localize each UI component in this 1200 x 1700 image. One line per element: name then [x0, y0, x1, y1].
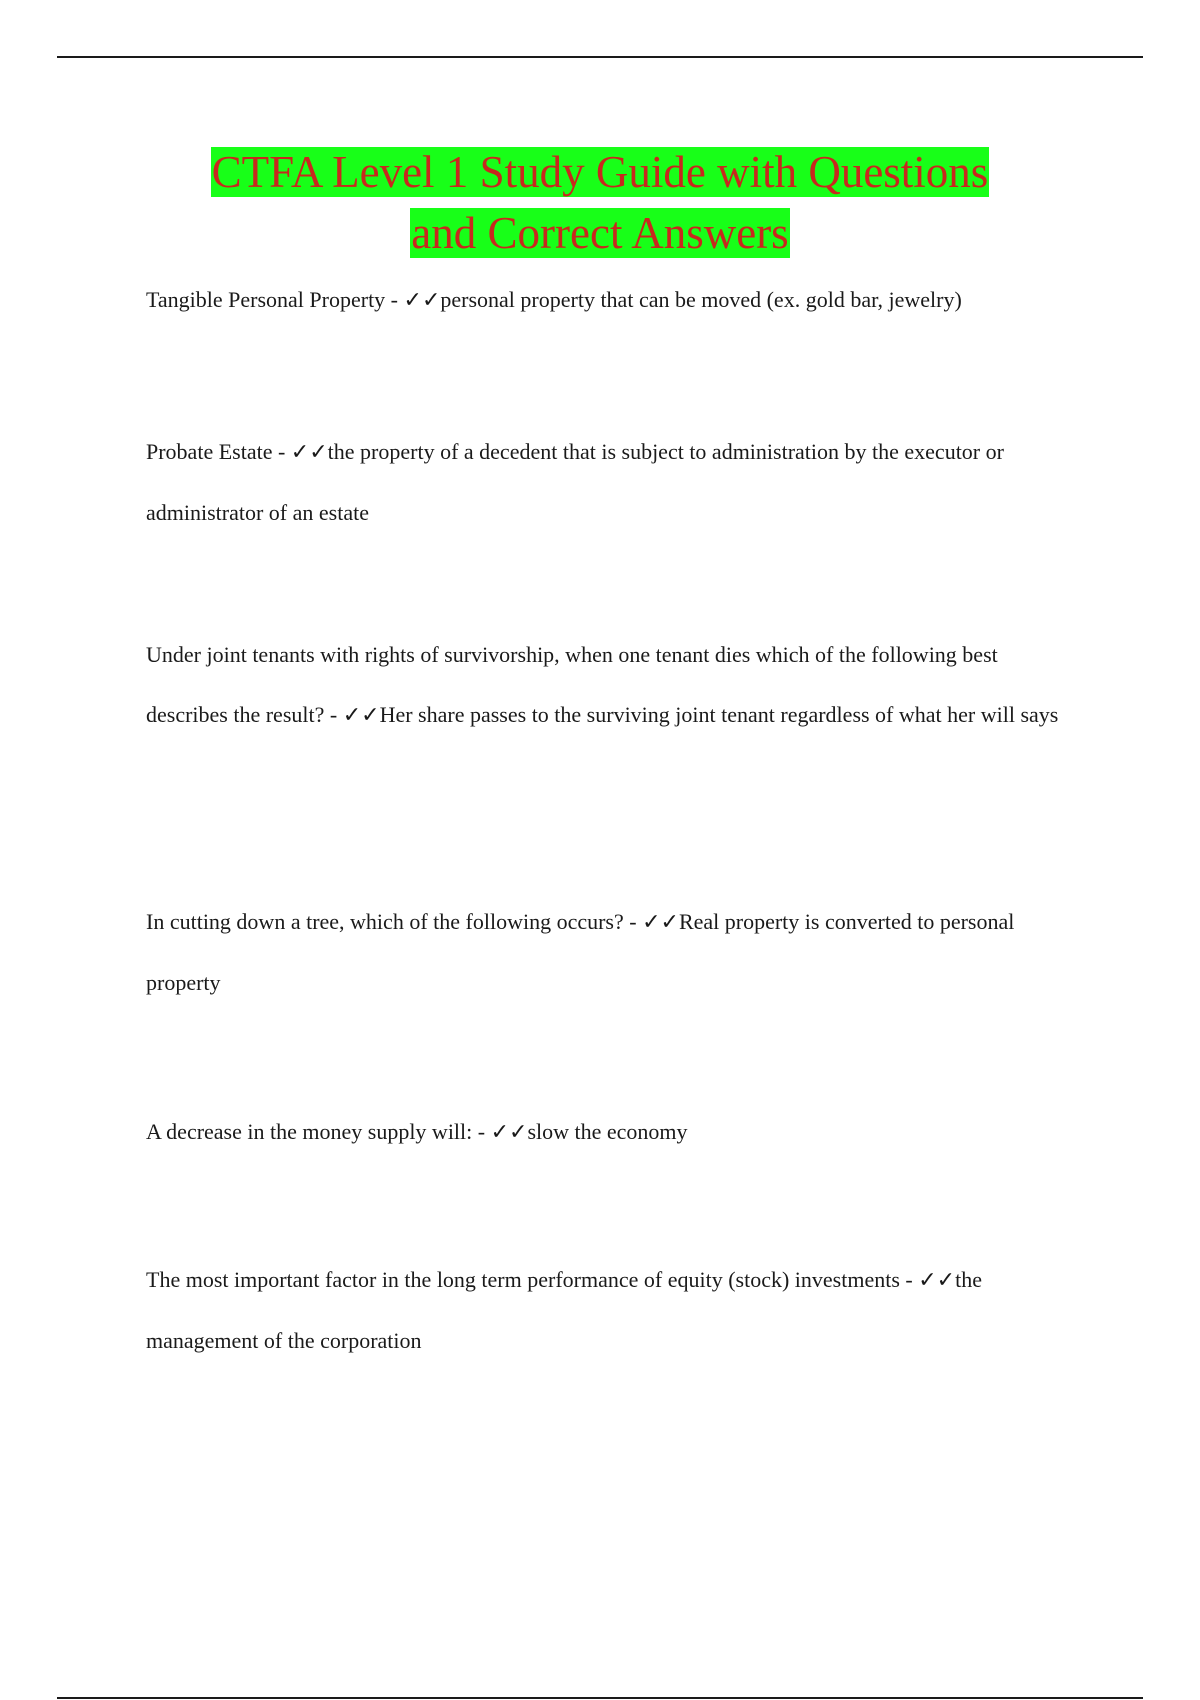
- bottom-rule: [57, 1697, 1143, 1699]
- question-text: Tangible Personal Property -: [146, 287, 399, 312]
- title-line-2: and Correct Answers: [411, 208, 789, 258]
- qa-item-5: [146, 1102, 1076, 1163]
- answer-text: Real property is converted to personal property: [146, 909, 1015, 995]
- question-text: Under joint tenants with rights of survivorship, when one tenant dies which of the following best describes the result? -: [146, 642, 998, 727]
- double-check-icon: ✓✓: [290, 440, 328, 465]
- question-text: Probate Estate -: [146, 439, 286, 464]
- answer-text: personal property that can be moved (ex. gold bar, jewelry): [440, 287, 962, 312]
- double-check-icon: ✓✓: [403, 288, 441, 313]
- document-title: [57, 142, 1143, 264]
- question-text: In cutting down a tree, which of the following occurs? -: [146, 909, 637, 934]
- title-line-1: CTFA Level 1 Study Guide with Questions: [211, 147, 989, 197]
- qa-item-4: [146, 892, 1076, 1013]
- top-rule: [57, 56, 1143, 58]
- question-text: A decrease in the money supply will: -: [146, 1119, 486, 1144]
- double-check-icon: ✓✓: [918, 1268, 956, 1293]
- double-check-icon: ✓✓: [642, 910, 679, 935]
- qa-item-2: [146, 422, 1076, 543]
- answer-text: the property of a decedent that is subject to administration by the executor or administrator of an estate: [146, 439, 1004, 525]
- answer-text: slow the economy: [527, 1119, 688, 1144]
- double-check-icon: ✓✓: [342, 703, 380, 728]
- answer-text: the management of the corporation: [146, 1267, 982, 1353]
- qa-item-6: [146, 1250, 1076, 1371]
- qa-item-1: [146, 270, 1076, 331]
- question-text: The most important factor in the long term performance of equity (stock) investments -: [146, 1267, 913, 1292]
- answer-text: Her share passes to the surviving joint tenant regardless of what her will says: [379, 702, 1059, 727]
- qa-item-3: [146, 625, 1076, 746]
- double-check-icon: ✓✓: [490, 1120, 528, 1145]
